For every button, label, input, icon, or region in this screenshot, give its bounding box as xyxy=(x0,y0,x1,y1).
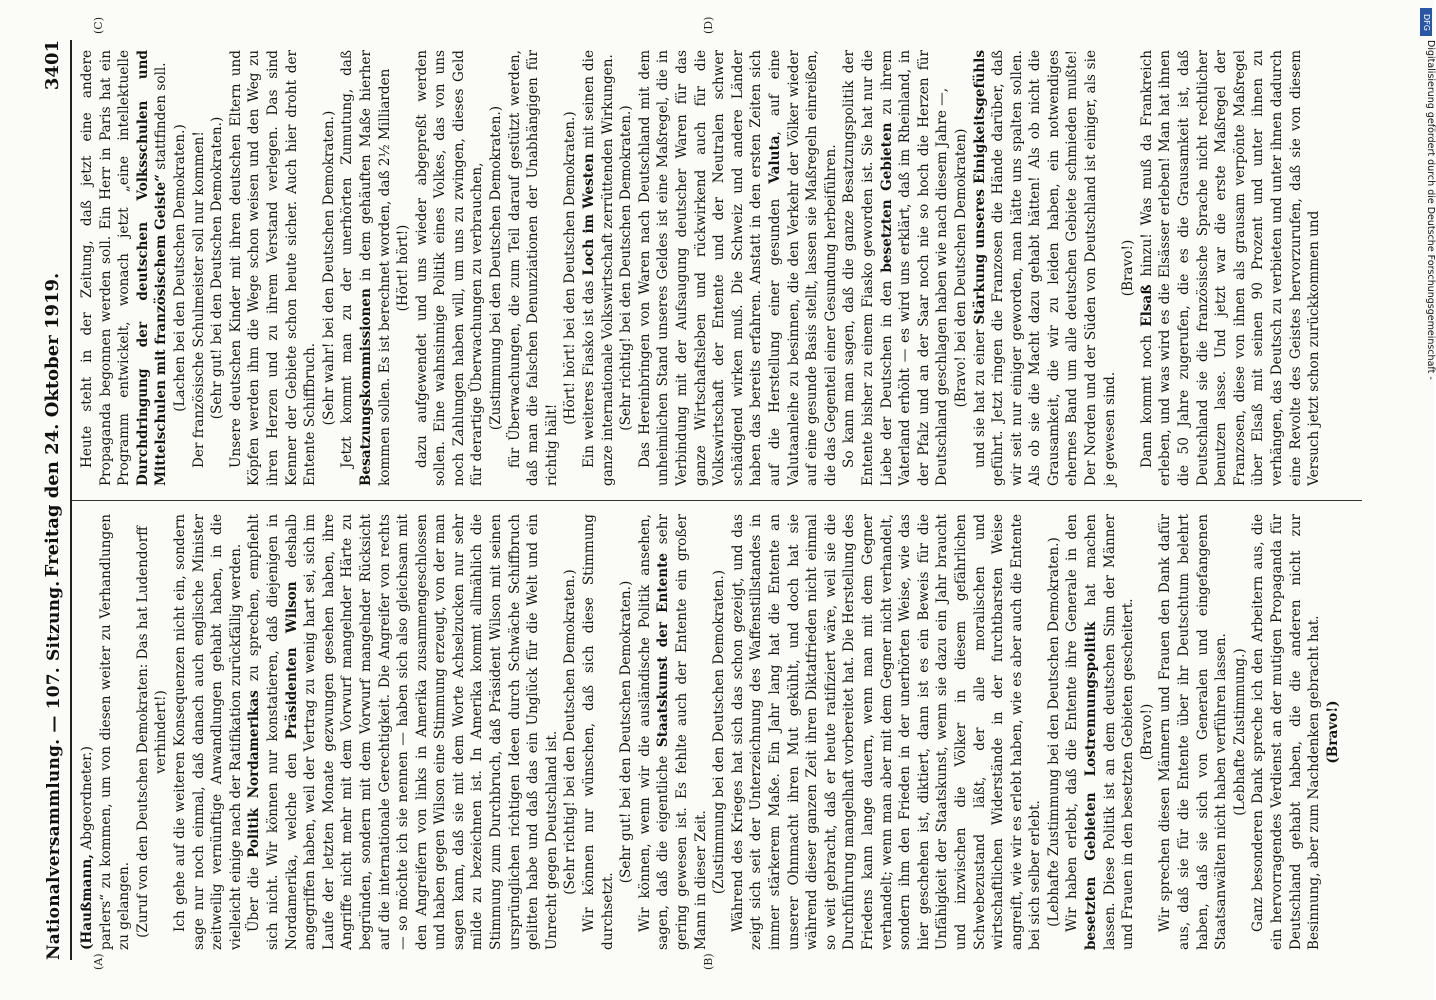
interjection xyxy=(710,514,729,950)
text-run: Heute steht in der Zeitung, daß jetzt eine andere Propaganda begonnen werden soll. Ein Herr in Paris hat ein Programm entwickelt, wonach jetzt „eine intellektuelle xyxy=(79,50,133,486)
bold-run: Staatskunst der Entente xyxy=(655,552,672,748)
text-run: sehr gering gewesen ist. Es fehlte auch der Entente ein großer Mann in dieser Zeit. xyxy=(655,514,709,950)
text-run: hinzu! Was muß da Frankreich erleben, und was wird es die Elsässer erleben! Man hat ihnen die 50 Jahre zugerufen, die es die Grausamkeit ist, daß Deutschland sie die französische Sprache nicht rechtlicher benutzen lasse. Und jetzt war die erste Maßregel der Franzosen, diese von ihnen als grausam verpönte Maßregel über Elsaß mit seinen 90 Prozent und unter ihnen zu verhängen, das Deutsch zu verbieten und unter ihnen dadurch eine Revolte des Geistes hervorzurufen, daß sie von diesem Versuch jetzt schon zurückkommen und xyxy=(1138,49,1323,486)
paragraph xyxy=(171,514,245,950)
dfg-logo: DFG xyxy=(1420,8,1432,36)
text-run: (Zustimmung bei den Deutschen Demokraten.) xyxy=(488,105,505,431)
text-run: Wir sprechen diesen Männern und Frauen den Dank dafür aus, daß sie für die Entente über ihr Deutschtum belehrt haben, daß sie sich von Generalen und eingefangenen Staatsanwälten nicht haben verführen lassen. xyxy=(1157,514,1230,950)
text-run: geführt. Jetzt ringen die Franzosen die Hände darüber, daß wir seit nur einiger geworden, man hätte uns spalten sollen. Als ob sie die Macht dazu gehabt hätten! Als ob nicht die Grausamkeit, die wir zu leiden haben, ein notwendiges ehernes Band um alle deutschen Gebiete schmieden mußte! Der Norden und der Süden von Deutschland ist einiger, als sie je gewesen sind. xyxy=(990,50,1118,486)
paragraph xyxy=(338,50,394,486)
paragraph xyxy=(840,50,952,486)
paragraph xyxy=(245,514,561,950)
text-run: (Lebhafte Zustimmung bei den Deutschen Demokraten.) xyxy=(1045,537,1062,927)
bold-run: Stärkung unseres Einigkeitsgefühls xyxy=(971,50,988,325)
text-run: zu ihrem Vaterland erhöht — es wird uns erklärt, daß im Rheinland, in der Pfalz und an der Saar noch nie so hoch die Herzen für Deutschland geschlagen haben wie nach diesem Jahre —, xyxy=(878,50,951,486)
text-run: (Hört! hört!) xyxy=(395,224,412,312)
text-run: So kann man sagen, daß die ganze Besatzungspolitik der Entente bisher zu einem Fiasko geworden ist. Sie hat nur die Liebe der Deutschen in den xyxy=(841,50,895,486)
text-run: Wir haben erlebt, daß die Entente ihre Generale in den xyxy=(1064,514,1081,932)
text-run: Unsere deutschen Kinder mit ihren deutschen Eltern und Köpfen werden ihm die Wege schon weisen und den Weg zu ihren Herzen und zu ihrem Verstand verlegen. Das sind Kenner der Gebiete schon heute sicher. Auch hier droht der Entente Schiffbruch. xyxy=(227,50,319,486)
paragraph xyxy=(1249,514,1323,950)
interjection xyxy=(394,50,413,486)
digitization-credit: Digitalisierung gefördert durch die Deutsche Forschungsgemeinschaft - xyxy=(1425,40,1436,380)
text-run: Das Hereinbringen von Waren nach Deutschland mit dem unheimlichen Stand unseres Geldes ist eine Maßregel, die in Verbindung mit der Aufsaugung deutscher Waren für das ganze Wirtschaftsleben und rückwirkend auch für die Volkswirtschaft der Entente und der Neutralen schwer schädigend wirken muß. Die Schweiz und andere Länder haben das bereits erfahren. Anstatt in den ersten Zeiten sich auf die Herstellung einer gesunden xyxy=(636,50,783,486)
text-run: , auf eine Valutaanleihe zu besinnen, die den Verkehr der Völker wieder auf eine gesunde Basis stellt, lassen sie Maßregeln einreißen, die das Gegenteil einer Gesundung herbeiführen. xyxy=(766,50,839,486)
text-run: in dem gehäuften Maße hierher kommen sollen. Es ist berechnet worden, daß 2½ Milliarden xyxy=(357,50,393,486)
margin-marker-b: (B) xyxy=(702,953,715,970)
text-run: Ganz besonderen Dank spreche ich den Arbeitern aus, die ein hervorragendes Verdienst an der mutigen Propaganda für Deutschland gehabt haben, die die anderen nicht zur Besinnung, aber zum Nachdenken gebracht hat. xyxy=(1250,514,1323,950)
bold-run: Valuta xyxy=(766,135,783,184)
text-run: dazu aufgewendet und uns wieder abgepreßt werden sollen. Eine wahnsinnige Politik eines Volkes, das von uns noch Zahlungen haben will, um uns zu zwingen, dieses Geld für derartige Überwachungen zu verbrauchen, xyxy=(413,50,486,486)
text-run: hat machen lassen. Diese Politik ist an dem deutschen Sinn der Männer und Frauen in den besetzten Gebieten gescheitert. xyxy=(1083,514,1137,950)
column-divider xyxy=(72,500,1362,501)
bold-run: besetzten Gebieten xyxy=(878,122,895,273)
paragraph xyxy=(729,514,1045,950)
paragraph xyxy=(97,514,134,950)
paragraph xyxy=(1138,50,1324,486)
interjection xyxy=(320,50,339,486)
text-run: deshalb angegriffen haben, weil der Vertrag zu wenig hart sei, sich im Laufe der letzten Monate gezwungen gesehen haben, ihre Angriffe nicht mehr mit dem Vorwurf mangelnder Härte zu begründen, sondern mit dem Vorwurf mangelnder Rücksicht auf die internationale Gerechtigkeit. Die Angreifer von rechts — so möchte ich sie nennen — haben sich also gleichsam mit den Angreifern von links in Amerika zusammengeschlossen und haben gegen Wilson eine Stimmung erzeugt, von der man sagen kann, daß sie mit dem Worte Achselzucken nur sehr milde zu bezeichnen ist. In Amerika kommt allmählich die Stimmung zum Durchbruch, daß Präsident Wilson mit seinen ursprünglichen richtigen Ideen durch Schwäche Schiffbruch gelitten habe und daß das ein Unglück für die Welt und ein Unrecht gegen Deutschland ist. xyxy=(283,513,560,950)
text-run: (Zustimmung bei den Deutschen Demokraten.) xyxy=(711,569,728,895)
text-run: (Lebhafte Zustimmung.) xyxy=(1231,648,1248,816)
interjection xyxy=(952,50,971,486)
bold-run: Präsidenten Wilson xyxy=(283,581,300,740)
margin-marker-c: (C) xyxy=(92,17,105,34)
text-run: Wir können, wenn wir die ausländische Politik ansehen, sagen, daß die eigentliche xyxy=(636,514,672,950)
text-run: Jetzt kommt man zu der unerhörten Zumutung, daß xyxy=(339,50,356,468)
paragraph xyxy=(1156,514,1230,950)
interjection xyxy=(487,50,506,486)
text-run: (Sehr richtig! bei den Deutschen Demokraten.) xyxy=(562,569,579,895)
paragraph xyxy=(190,50,209,486)
text-run: (Hört! hört! bei den Deutschen Demokraten.) xyxy=(562,111,579,425)
paragraph xyxy=(971,50,1120,486)
page-number: 3401 xyxy=(42,40,63,91)
right-column xyxy=(78,50,1368,486)
text-run: (Sehr wahr! bei den Deutschen Demokraten.) xyxy=(320,110,337,426)
paragraph xyxy=(413,50,487,486)
interjection xyxy=(134,514,171,950)
text-run: Abgeordneter.) xyxy=(79,746,95,854)
text-run: Ich gehe auf die weiteren Konsequenzen nicht ein, sondern sage nur noch einmal, daß danach auch englische Minister zeitweilig vernünftige Anwandlungen gehabt haben, in die vielleicht einige nach der Ratifikation zurückfällig werden. xyxy=(171,514,244,950)
paragraph xyxy=(227,50,320,486)
interjection xyxy=(561,50,580,486)
text-run: (Sehr gut! bei den Deutschen Demokraten.) xyxy=(209,116,226,420)
bold-run: (Haußmann, xyxy=(79,854,95,950)
paragraph xyxy=(636,514,710,950)
paragraph xyxy=(580,514,617,950)
text-run: zu sprechen, empfiehlt sich nicht. Wir können nur konstatieren, daß diejenigen in Nordamerika, welche den xyxy=(246,514,300,950)
bold-run: (Bravo!) xyxy=(1324,700,1341,764)
text-run: (Sehr richtig! bei den Deutschen Demokraten.) xyxy=(618,105,635,431)
page-header xyxy=(42,40,68,960)
paragraph xyxy=(580,50,617,486)
text-run: (Bravo!) xyxy=(1120,239,1137,297)
header-right xyxy=(42,40,63,577)
text-run: Wir können nur wünschen, daß sich diese Stimmung durchsetzt. xyxy=(581,514,616,950)
bold-run: besetzten Gebieten Lostrennungspolitik xyxy=(1083,621,1100,950)
paragraph xyxy=(78,514,97,950)
text-run: (Zuruf von den Deutschen Demokraten: Das hat Ludendorff verhindert!) xyxy=(134,526,170,938)
interjection xyxy=(171,50,190,486)
interjection xyxy=(1324,514,1343,950)
text-run: Ein weiteres Fiasko ist das xyxy=(581,275,598,468)
text-run: (Bravo! bei den Deutschen Demokraten) xyxy=(952,128,969,408)
text-run: (Lachen bei den Deutschen Demokraten.) xyxy=(171,124,188,412)
interjection xyxy=(1231,514,1250,950)
interjection xyxy=(1138,514,1157,950)
text-run: stattfinden soll. xyxy=(153,62,170,175)
interjection xyxy=(1119,50,1138,486)
text-run: mit seinen die ganze internationale Volkswirtschaft zerrüttenden Wirkungen. xyxy=(581,50,616,486)
bold-run: Politik Nordamerikas xyxy=(246,690,263,859)
bold-run: Elsaß xyxy=(1138,284,1155,327)
interjection xyxy=(617,514,636,950)
text-run: (Bravo!) xyxy=(1138,703,1155,761)
margin-marker-a: (A) xyxy=(92,953,105,970)
paragraph xyxy=(78,50,171,486)
interjection xyxy=(561,514,580,950)
text-run: und sie hat zu einer xyxy=(971,324,988,468)
text-run: für Überwachungen, die zum Teil darauf gestützt werden, daß man die falschen Denunziationen der Unabhängigen für richtig hält! xyxy=(506,50,560,486)
interjection xyxy=(208,50,227,486)
left-column xyxy=(78,514,1368,950)
header-left-title: Nationalversammlung. — 107. Sitzung. xyxy=(44,580,64,960)
interjection xyxy=(617,50,636,486)
bold-run: Loch im Westen xyxy=(581,153,598,276)
bold-run: Durchdringung der deutschen Volksschulen und Mittelschulen mit französischem Geiste“ xyxy=(134,50,170,486)
paragraph xyxy=(636,50,841,486)
interjection xyxy=(1045,514,1064,950)
text-run: parlers“ zu kommen, um von diesen weiter zu Verhandlungen zu gelangen. xyxy=(97,514,133,950)
margin-marker-d: (D) xyxy=(702,16,715,34)
header-date: Freitag den 24. Oktober 1919. xyxy=(42,272,63,578)
text-run: (Sehr gut! bei den Deutschen Demokraten.) xyxy=(618,580,635,884)
paragraph xyxy=(506,50,562,486)
paragraph xyxy=(1063,514,1137,950)
text-run: Während des Krieges hat sich das schon gezeigt, und das zeigt sich seit der Unterzeichnung des Waffenstillstandes in immer stärkerem Maße. Ein Jahr lang hat die Entente an unserer Ohnmacht ihren Mut gekühlt, und doch hat sie während dieser ganzen Zeit ihren Diktatfrieden nicht einmal so weit gebracht, daß er heute ratifiziert wäre, weil sie die Durchführung mangelhaft vorbereitet hat. Die Herstellung des Friedens kann lange dauern, wenn man mit dem Gegner verhandelt; wenn man aber mit dem Gegner nicht verhandelt, sondern ihm den Frieden in der unerhörten Weise, wie das hier geschehen ist, diktiert, dann ist es ein Beweis für die Unfähigkeit der Staatskunst, wenn sie dazu ein Jahr braucht und inzwischen die Völker in diesem gefährlichen Schwebezustand läßt, der alle moralischen und wirtschaftlichen Widerstände in der furchtbarsten Weise angreift, wie wir es erlebt haben, wie es aber auch die Entente bei sich selber erlebt. xyxy=(729,514,1044,950)
bold-run: Besatzungskommissionen xyxy=(357,288,374,486)
text-run: Dann kommt noch xyxy=(1138,326,1155,468)
text-run: Der französische Schulmeister soll nur kommen! xyxy=(190,131,207,468)
text-run: Über die xyxy=(246,858,263,932)
